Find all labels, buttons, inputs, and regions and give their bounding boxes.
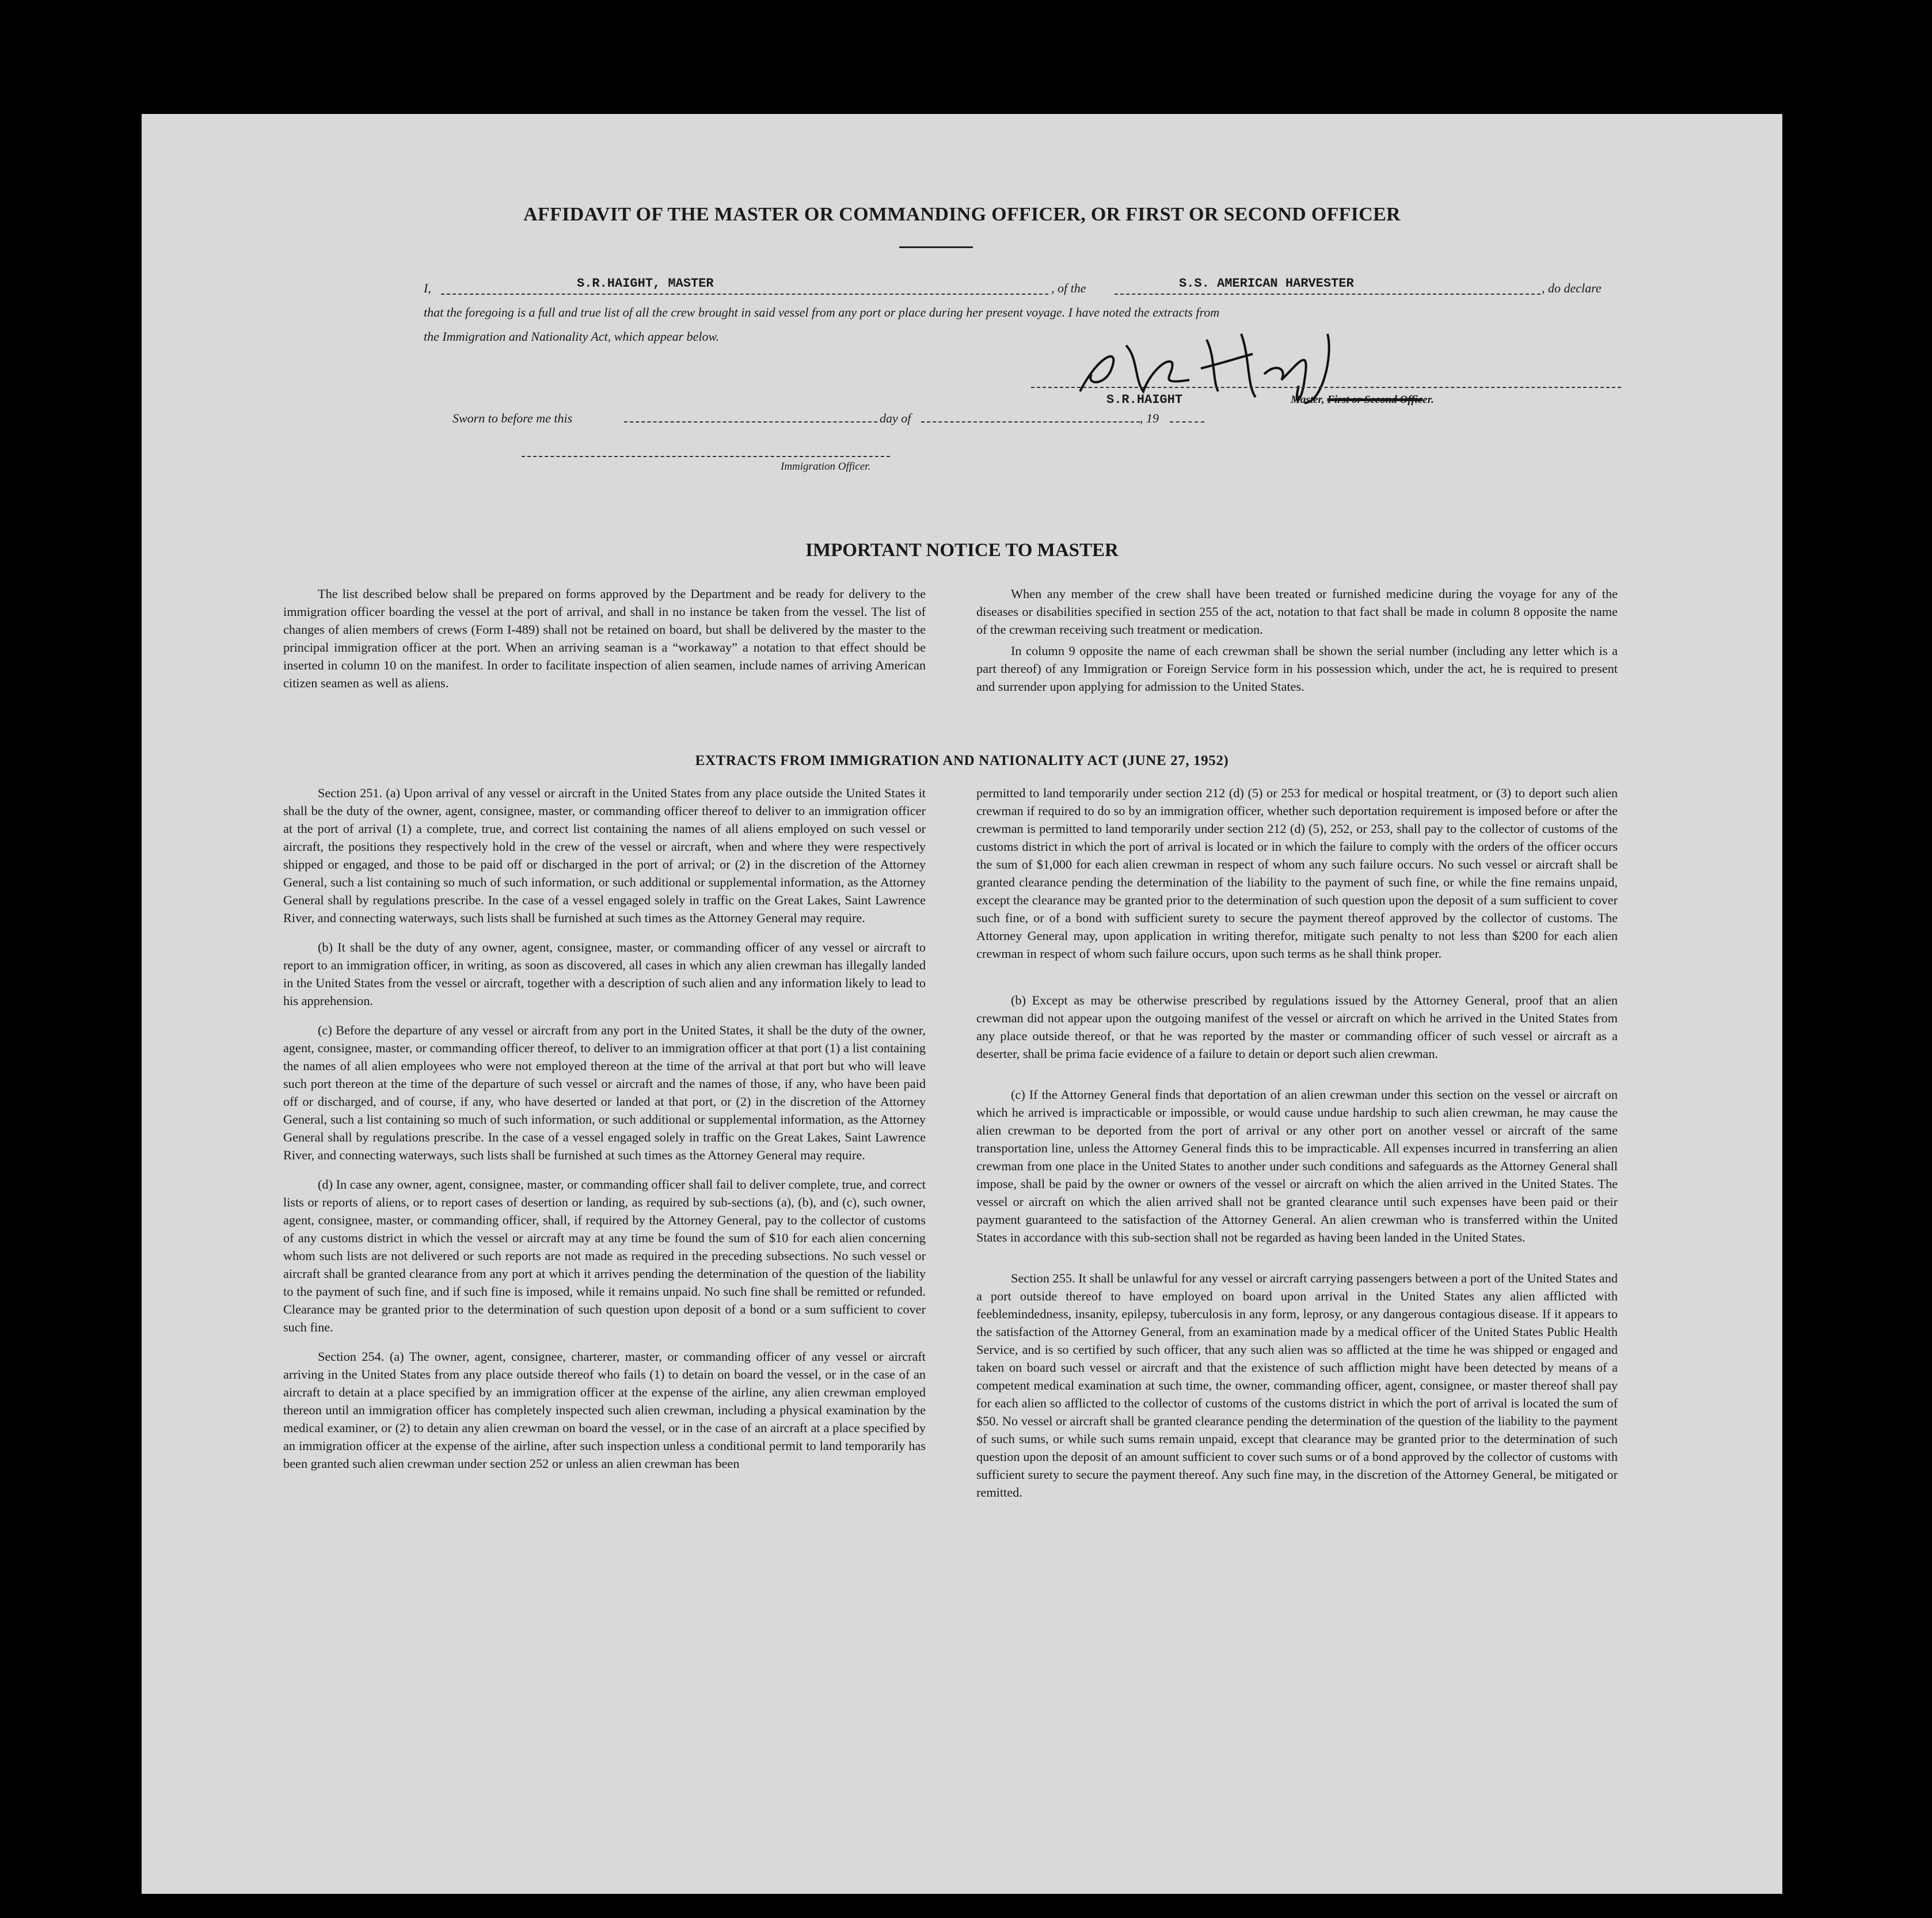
affidavit-title: AFFIDAVIT OF THE MASTER OR COMMANDING OFFICER, OR FIRST OR SECOND OFFICER [523, 204, 1401, 225]
master-label-text: Master, [1291, 394, 1325, 406]
year-label: , 19 [1140, 411, 1159, 425]
section-251-d: (d) In case any owner, agent, consignee, master, or commanding officer shall fail to deliver complete, true, and correct lists or reports of aliens, or to report cases of desertion or landing, as required by sub-sections (a), (b), and (c), such owner, agent, consignee, master, or commanding officer, shall, if required by the Attorney General, pay to the collector of customs of any customs district in which the vessel or aircraft may at any time be found the sum of $10 for each alien concerning whom such lists are not delivered or such reports are not made as required in the preceding subsections. No such vessel or aircraft shall be granted clearance from any port at which it arrives pending the determination of the question of the liability to the payment of such fine, and if such fine is imposed, while it remains unpaid. No such fine shall be remitted or refunded. Clearance may be granted prior to the determination of such question upon deposit of a bond or a sum sufficient to cover such fine. [283, 1177, 926, 1334]
extracts-right-column [976, 784, 1618, 1513]
of-the-label: , of the [1051, 281, 1086, 295]
typed-signer-name: S.R.HAIGHT [1106, 393, 1183, 407]
notice-right-column [976, 585, 1618, 707]
signature-line [1031, 387, 1621, 388]
immigration-officer-label: Immigration Officer. [781, 461, 871, 473]
affidavit-statement-line: that the foregoing is a full and true list of all the crew brought in said vessel from any port or place during her present voyage. I have noted the extracts from [424, 305, 1220, 319]
vessel-name-field [1115, 276, 1541, 295]
master-name-value: S.R.HAIGHT, MASTER [577, 276, 714, 291]
master-label-suffix: er. [1423, 394, 1434, 406]
section-251-c: (c) Before the departure of any vessel or aircraft from any port in the United States, it shall be the duty of the owner, agent, consignee, master, or commanding officer thereof, to deliver to an immigration officer at that port (1) a list containing the names of all alien employees who were not employed thereon at the time of the arrival at that port but who will leave such port thereon at the time of the departure of such vessel or aircraft and the names of those, if any, who have been paid off or discharged, and of course, if any, who have deserted or landed at that port, or (2) in the discretion of the Attorney General, such a list containing so much of such information, or such additional or supplemental information, as the Attorney General shall by regulations prescribe. In the case of a vessel engaged solely in traffic on the Great Lakes, Saint Lawrence River, and connecting waterways, such lists shall be furnished at such times as the Attorney General may require. [283, 1023, 926, 1162]
extracts-title: EXTRACTS FROM IMMIGRATION AND NATIONALITY ACT (JUNE 27, 1952) [695, 753, 1229, 768]
section-251-a: Section 251. (a) Upon arrival of any vessel or aircraft in the United States from any place outside the United States it shall be the duty of the owner, agent, consignee, master, or commanding officer thereof to deliver to an immigration officer at the port of arrival (1) a complete, true, and correct list containing the names of all aliens employed on such vessel or aircraft, the positions they respectively hold in the crew of the vessel or aircraft, when and where they were respectively shipped or engaged, and those to be paid off or discharged in the port of arrival; or (2) in the discretion of the Attorney General, such a list containing so much of such information, or such additional or supplemental information, as the Attorney General shall by regulations prescribe. In the case of a vessel engaged solely in traffic on the Great Lakes, Saint Lawrence River, and connecting waterways, such lists shall be furnished at such times as the Attorney General may require. [283, 786, 926, 925]
notice-title: IMPORTANT NOTICE TO MASTER [805, 540, 1119, 561]
title-rule [899, 246, 973, 248]
affidavit-i-label: I, [424, 281, 431, 295]
section-254-a: Section 254. (a) The owner, agent, consignee, charterer, master, or commanding officer of any vessel or aircraft arriving in the United States from any place outside thereof who fails (1) to detain on board the vessel, or in the case of an aircraft to detain at a place specified by an immigration officer at the expense of the airline, any alien crewman employed thereon until an immigration officer has completely inspected such alien crewman, including a physical examination by the medical examiner, or (2) to detain any alien crewman on board the vessel, or in the case of an aircraft at a place specified by an immigration officer at the expense of the airline, after such inspection unless a conditional permit to land temporarily has been granted such alien crewman under section 252 or unless an alien crewman has been [283, 1349, 926, 1471]
do-declare-label: , do declare [1542, 281, 1602, 295]
sworn-year-field [1170, 421, 1204, 423]
sworn-month-field [921, 421, 1140, 423]
vessel-name-value: S.S. AMERICAN HARVESTER [1179, 276, 1354, 291]
day-of-label: day of [880, 411, 911, 425]
notice-right-paragraph-1: When any member of the crew shall have been treated or furnished medicine during the voyage for any of the diseases or disabilities specified in section 255 of the act, notation to that fact shall be made in column 8 opposite the name of the crewman receiving such treatment or medication. [976, 587, 1618, 637]
section-254-a-continued: permitted to land temporarily under section 212 (d) (5) or 253 for medical or hospital treatment, or (3) to deport such alien crewman if required to do so by an immigration officer, whether such deportation requirement is imposed before or after the crewman is permitted to land temporarily under section 212 (d) (5), 252, or 253, shall pay to the collector of customs of the customs district in which the port of arrival is located or in which the failure to comply with the orders of the officer occurs the sum of $1,000 for each alien crewman in respect of whom any such failure occurs. No such vessel or aircraft shall be granted clearance pending the determination of the liability to the payment of such fine, or while the fine remains unpaid, except the clearance may be granted prior to the determination of such question upon the deposit of a sum sufficient to cover such fine, or of a bond with sufficient surety to secure the payment thereof approved by the collector of customs. The Attorney General may, upon application in writing therefor, mitigate such penalty to not less than $200 for each alien crewman in respect of whom such failure occurs, upon such terms as he shall think proper. [976, 786, 1618, 961]
affidavit-statement-line-2: the Immigration and Nationality Act, which appear below. [424, 329, 720, 344]
notice-left-column [283, 585, 926, 703]
sworn-label: Sworn to before me this [452, 411, 573, 425]
struck-officer-text: First or Second Offic [1327, 394, 1423, 406]
document-page [142, 114, 1782, 1894]
sworn-day-field [624, 421, 877, 423]
section-254-c: (c) If the Attorney General finds that deportation of an alien crewman under this section on the vessel or aircraft on which he arrived is impracticable or impossible, or would cause undue hardship to such alien crewman, he may cause the alien crewman to be deported from the port of arrival or any other port on another vessel or aircraft of the same transportation line, unless the Attorney General finds this to be impracticable. All expenses incurred in transferring an alien crewman from one place in the United States to another under such conditions and safeguards as the Attorney General shall impose, shall be paid by the owner or owners of the vessel or aircraft on which the alien arrived in the United States. The vessel or aircraft on which the alien arrived shall not be granted clearance until such expenses have been paid or their payment guaranteed to the satisfaction of the Attorney General. An alien crewman who is transferred within the United States in accordance with this sub-section shall not be regarded as having been landed in the United States. [976, 1087, 1618, 1245]
section-255: Section 255. It shall be unlawful for any vessel or aircraft carrying passengers between a port of the United States and a port outside thereof to have employed on board upon arrival in the United States any alien afflicted with feeblemindedness, insanity, epilepsy, tuberculosis in any form, leprosy, or any dangerous contagious disease. If it appears to the satisfaction of the Attorney General, from an examination made by a medical officer of the United States Public Health Service, and is so certified by such officer, that any such alien was so afflicted at the time he was shipped or engaged and taken on board such vessel or aircraft and that the existence of such affliction might have been detected by means of a competent medical examination at such time, the owner, commanding officer, agent, consignee, or master thereof shall pay for each alien so afflicted to the collector of customs of the customs district in which the port of arrival is located the sum of $50. No vessel or aircraft shall be granted clearance pending the determination of the question of the liability to the payment of such sums, or while such sums remain unpaid, except that clearance may be granted prior to the determination of such question upon the deposit of an amount sufficient to cover such sums or of a bond approved by the collector of customs with sufficient surety to secure the payment thereof. Any such fine may, in the discretion of the Attorney General, be mitigated or remitted. [976, 1271, 1618, 1500]
section-251-b: (b) It shall be the duty of any owner, agent, consignee, master, or commanding officer of any vessel or aircraft to report to an immigration officer, in writing, as soon as discovered, all cases in which any alien crewman has illegally landed in the United States from the vessel or aircraft, together with a description of such alien and any information likely to lead to his apprehension. [283, 940, 926, 1008]
notice-right-paragraph-2: In column 9 opposite the name of each crewman shall be shown the serial number (including any letter which is a part thereof) of any Immigration or Foreign Service form in his possession which, under the act, he is required to present and surrender upon applying for admission to the United States. [976, 644, 1618, 694]
notice-left-paragraph: The list described below shall be prepared on forms approved by the Department and be ready for delivery to the immigration officer boarding the vessel at the port of arrival, and shall in no instance be taken from the vessel. The list of changes of alien members of crews (Form I-489) shall not be retained on board, but shall be delivered by the master to the principal immigration officer at the port. When an arriving seaman is a “workaway” a notation to that effect should be inserted in column 10 on the manifest. In order to facilitate inspection of alien seamen, include names of arriving American citizen seamen as well as aliens. [283, 587, 926, 690]
section-254-b: (b) Except as may be otherwise prescribed by regulations issued by the Attorney General, proof that an alien crewman did not appear upon the outgoing manifest of the vessel or aircraft on which he arrived in the United States from any place outside thereof, or that he was reported by the master or commanding officer of such vessel or aircraft as a deserter, shall be prima facie evidence of a failure to detain or deport such alien crewman. [976, 993, 1618, 1061]
extracts-left-column [283, 784, 926, 1484]
master-label [1291, 394, 1434, 406]
officer-signature-line [522, 456, 890, 457]
master-name-field [441, 276, 1048, 295]
